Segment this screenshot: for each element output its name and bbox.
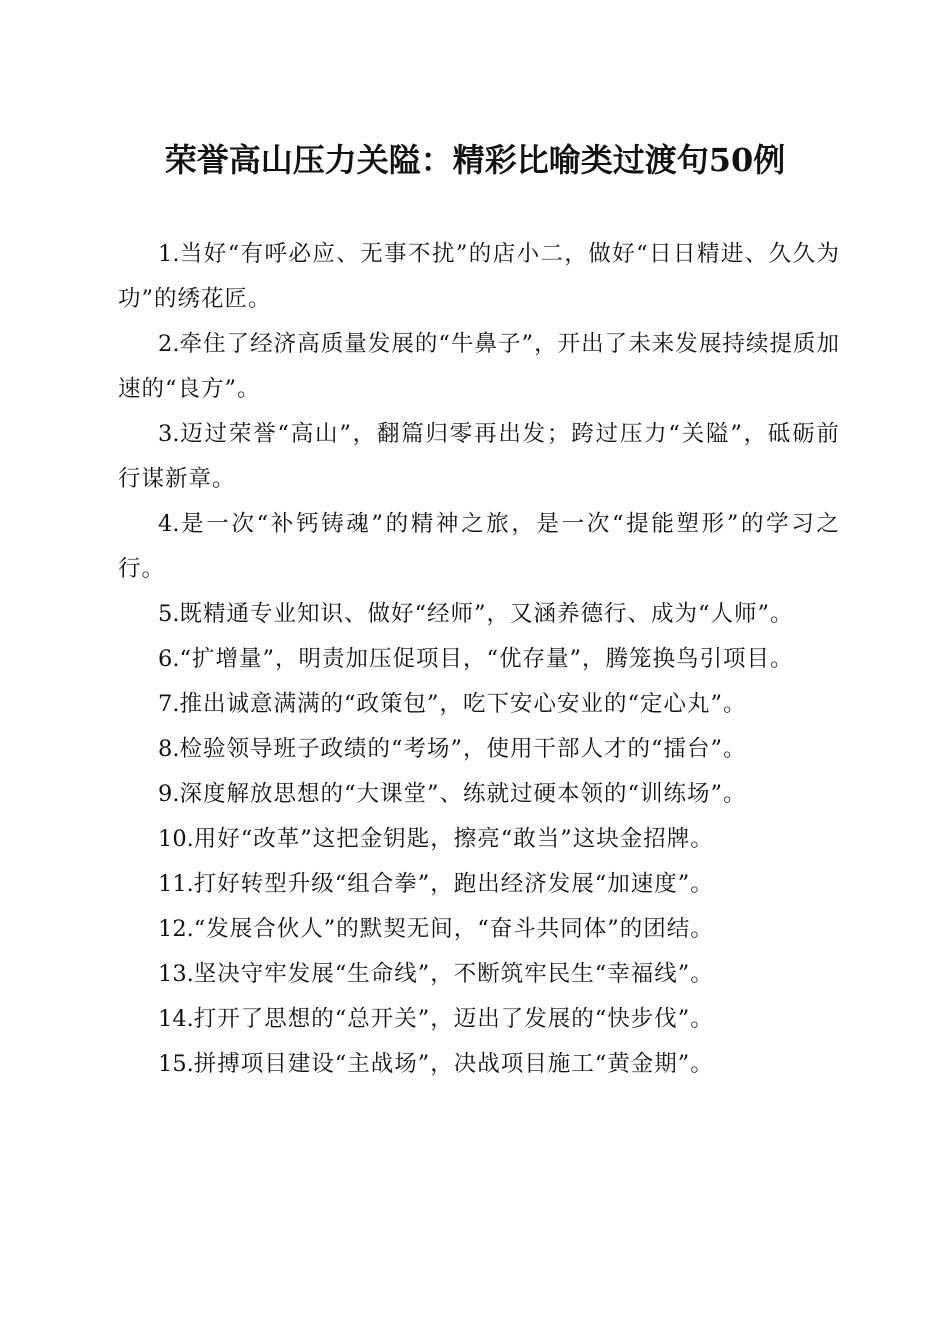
list-item xyxy=(118,502,840,592)
page-title: 荣誉高山压力关隘：精彩比喻类过渡句50例 xyxy=(164,141,786,179)
list-item xyxy=(118,817,840,862)
list-item xyxy=(118,232,840,322)
item-text: 是一次“补钙铸魂”的精神之旅，是一次“提能塑形”的学习之行。 xyxy=(118,511,840,582)
item-text: 用好“改革”这把金钥匙，擦亮“敢当”这块金招牌。 xyxy=(193,826,714,852)
item-number: 5. xyxy=(158,601,180,627)
item-number: 14. xyxy=(158,1006,194,1032)
list-item xyxy=(118,862,840,907)
item-number: 11. xyxy=(158,871,194,897)
item-text: 拼搏项目建设“主战场”，决战项目施工“黄金期”。 xyxy=(193,1051,714,1077)
list-item xyxy=(118,637,840,682)
item-number: 13. xyxy=(158,961,194,987)
item-text: 既精通专业知识、做好“经师”，又涵养德行、成为“人师”。 xyxy=(179,601,794,627)
item-text: 检验领导班子政绩的“考场”，使用干部人才的“擂台”。 xyxy=(179,736,747,762)
item-number: 6. xyxy=(158,646,180,672)
item-number: 4. xyxy=(158,511,180,537)
item-number: 8. xyxy=(158,736,180,762)
item-number: 10. xyxy=(158,826,194,852)
item-text: “扩增量”，明责加压促项目，“优存量”，腾笼换鸟引项目。 xyxy=(179,646,794,672)
item-number: 9. xyxy=(158,781,180,807)
item-number: 2. xyxy=(158,331,180,357)
item-text: 迈过荣誉“高山”，翻篇归零再出发；跨过压力“关隘”，砥砺前行谋新章。 xyxy=(118,421,840,492)
list-item xyxy=(118,997,840,1042)
list-item xyxy=(118,772,840,817)
list-item xyxy=(118,907,840,952)
item-text: 当好“有呼必应、无事不扰”的店小二，做好“日日精进、久久为功”的绣花匠。 xyxy=(118,241,840,312)
item-text: 牵住了经济高质量发展的“牛鼻子”，开出了未来发展持续提质加速的“良方”。 xyxy=(118,331,840,402)
item-text: “发展合伙人”的默契无间，“奋斗共同体”的团结。 xyxy=(193,916,714,942)
item-number: 7. xyxy=(158,691,180,717)
item-text: 深度解放思想的“大课堂”、练就过硬本领的“训练场”。 xyxy=(179,781,747,807)
item-text: 打开了思想的“总开关”，迈出了发展的“快步伐”。 xyxy=(193,1006,714,1032)
document-body xyxy=(118,232,840,1087)
item-text: 打好转型升级“组合拳”，跑出经济发展“加速度”。 xyxy=(193,871,714,897)
list-item xyxy=(118,1042,840,1087)
list-item xyxy=(118,412,840,502)
item-text: 坚决守牢发展“生命线”，不断筑牢民生“幸福线”。 xyxy=(193,961,714,987)
list-item xyxy=(118,592,840,637)
item-text: 推出诚意满满的“政策包”，吃下安心安业的“定心丸”。 xyxy=(179,691,747,717)
list-item xyxy=(118,682,840,727)
list-item xyxy=(118,322,840,412)
list-item xyxy=(118,952,840,997)
item-number: 3. xyxy=(158,421,180,447)
item-number: 1. xyxy=(158,241,180,267)
item-number: 15. xyxy=(158,1051,194,1077)
item-number: 12. xyxy=(158,916,194,942)
list-item xyxy=(118,727,840,772)
